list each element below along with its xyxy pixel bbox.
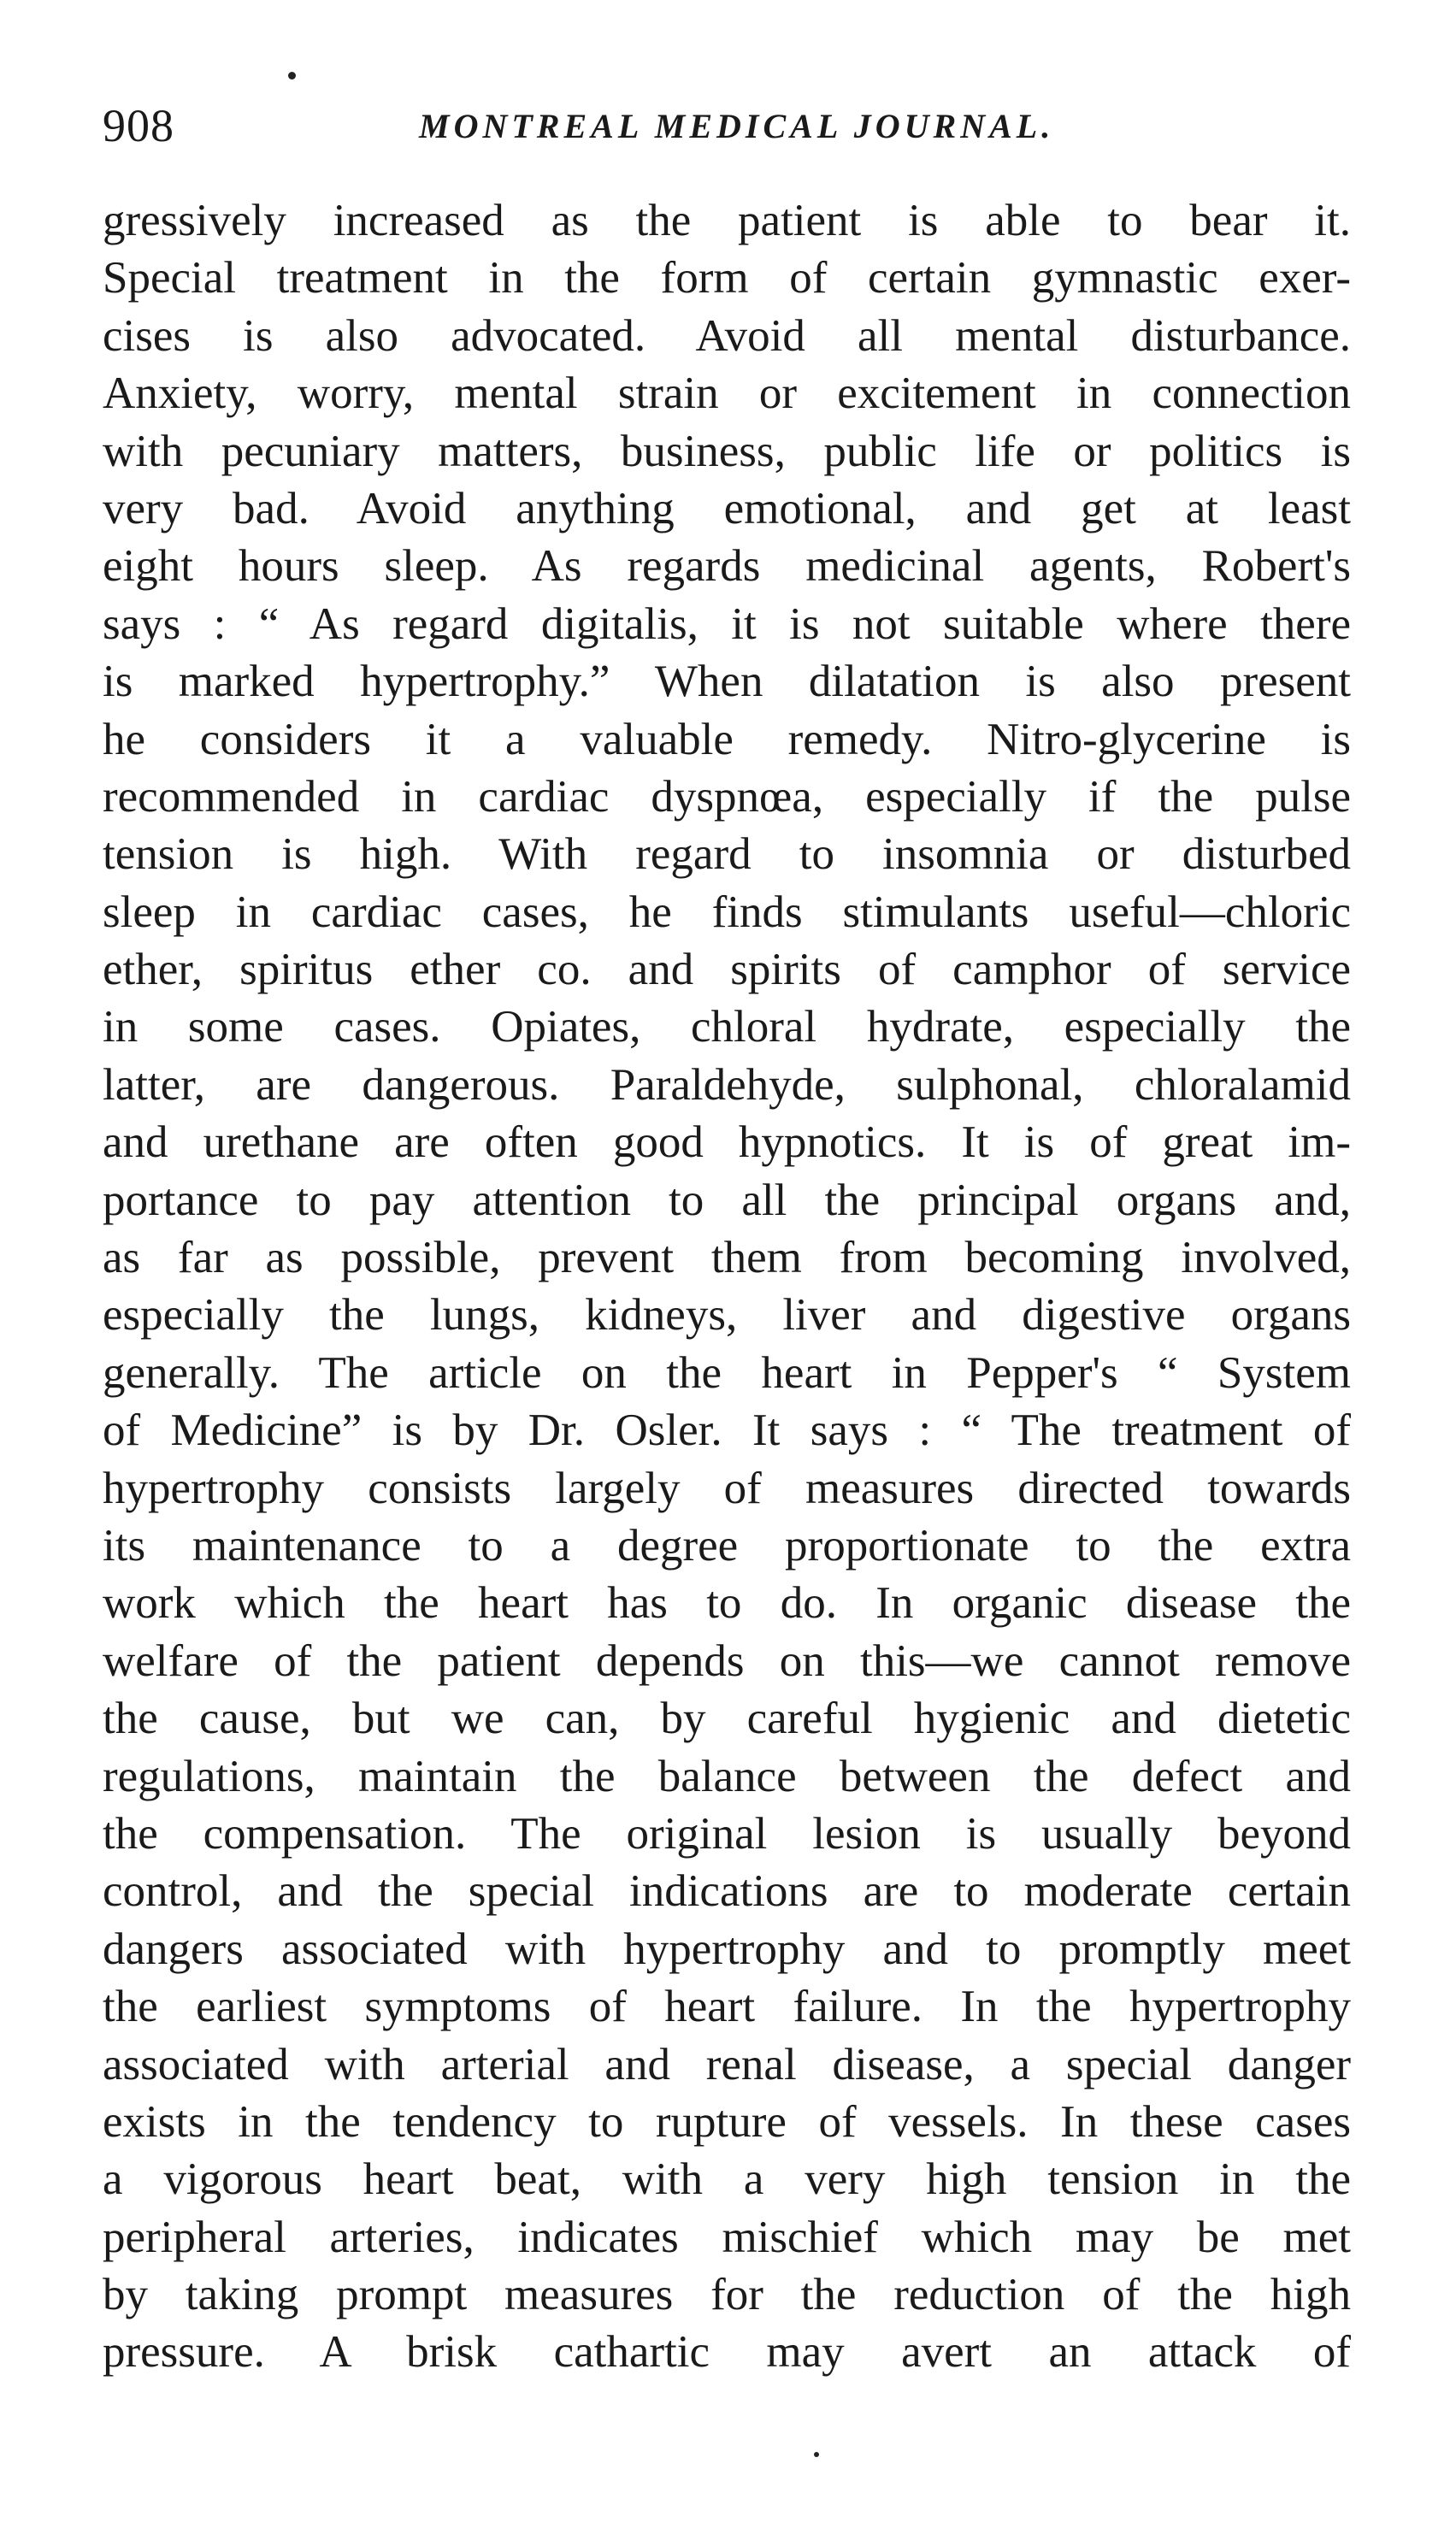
text-line: tension is high. With regard to insomnia or disturbed xyxy=(103,829,1351,880)
text-line: recommended in cardiac dyspnœa, especially if the pulse xyxy=(103,771,1351,822)
text-line: exists in the tendency to rupture of vessels. In these cases xyxy=(103,2096,1351,2147)
text-line: portance to pay attention to all the principal organs and, xyxy=(103,1175,1351,1225)
text-line: work which the heart has to do. In organic disease the xyxy=(103,1578,1351,1629)
text-line: in some cases. Opiates, chloral hydrate, especially the xyxy=(103,1002,1351,1052)
text-line: eight hours sleep. As regards medicinal agents, Robert's xyxy=(103,541,1351,592)
text-line: of Medicine” is by Dr. Osler. It says : “ The treatment of xyxy=(103,1406,1351,1456)
text-line: pressure. A brisk cathartic may avert an attack of xyxy=(103,2327,1351,2378)
text-line: generally. The article on the heart in Pepper's “ System xyxy=(103,1347,1351,1398)
running-head: MONTREAL MEDICAL JOURNAL. xyxy=(419,107,1055,145)
body-text xyxy=(103,192,1351,2382)
text-line: hypertrophy consists largely of measures directed towards xyxy=(103,1463,1351,1513)
text-line: dangers associated with hypertrophy and to promptly meet xyxy=(103,1924,1351,1974)
text-line: regulations, maintain the balance between the defect and xyxy=(103,1751,1351,1801)
text-line: a vigorous heart beat, with a very high tension in the xyxy=(103,2154,1351,2205)
text-line: very bad. Avoid anything emotional, and get at least xyxy=(103,483,1351,533)
text-line: sleep in cardiac cases, he finds stimulants useful—chloric xyxy=(103,887,1351,937)
text-line: ether, spiritus ether co. and spirits of camphor of service xyxy=(103,945,1351,995)
ink-speck-top xyxy=(288,72,296,80)
ink-speck-bottom xyxy=(814,2452,819,2457)
text-line: cises is also advocated. Avoid all mental disturbance. xyxy=(103,310,1351,361)
text-line: is marked hypertrophy.” When dilatation is also present xyxy=(103,657,1351,707)
text-line: and urethane are often good hypnotics. It is of great im- xyxy=(103,1117,1351,1168)
text-line: latter, are dangerous. Paraldehyde, sulphonal, chloralamid xyxy=(103,1059,1351,1110)
text-line: says : “ As regard digitalis, it is not suitable where there xyxy=(103,598,1351,649)
text-line: control, and the special indications are to moderate certain xyxy=(103,1866,1351,1917)
text-line: Special treatment in the form of certain gymnastic exer- xyxy=(103,253,1351,304)
text-line: by taking prompt measures for the reduction of the high xyxy=(103,2270,1351,2320)
text-line: gressively increased as the patient is able to bear it. xyxy=(103,196,1351,245)
text-line: peripheral arteries, indicates mischief which may be met xyxy=(103,2212,1351,2262)
text-line: the earliest symptoms of heart failure. In the hypertrophy xyxy=(103,1982,1351,2032)
page-number: 908 xyxy=(103,100,174,151)
page-header xyxy=(103,96,1351,156)
text-line: the cause, but we can, by careful hygienic and dietetic xyxy=(103,1694,1351,1744)
text-line: as far as possible, prevent them from becoming involved, xyxy=(103,1233,1351,1283)
text-line: with pecuniary matters, business, public life or politics is xyxy=(103,426,1351,476)
text-line: welfare of the patient depends on this—we cannot remove xyxy=(103,1635,1351,1686)
text-line: associated with arterial and renal disease, a special danger xyxy=(103,2039,1351,2089)
text-line: especially the lungs, kidneys, liver and digestive organs xyxy=(103,1290,1351,1341)
text-line: the compensation. The original lesion is usually beyond xyxy=(103,1808,1351,1859)
text-line: its maintenance to a degree proportionate to the extra xyxy=(103,1520,1351,1571)
text-line: he considers it a valuable remedy. Nitro-glycerine is xyxy=(103,714,1351,764)
text-line: Anxiety, worry, mental strain or excitement in connection xyxy=(103,368,1351,419)
